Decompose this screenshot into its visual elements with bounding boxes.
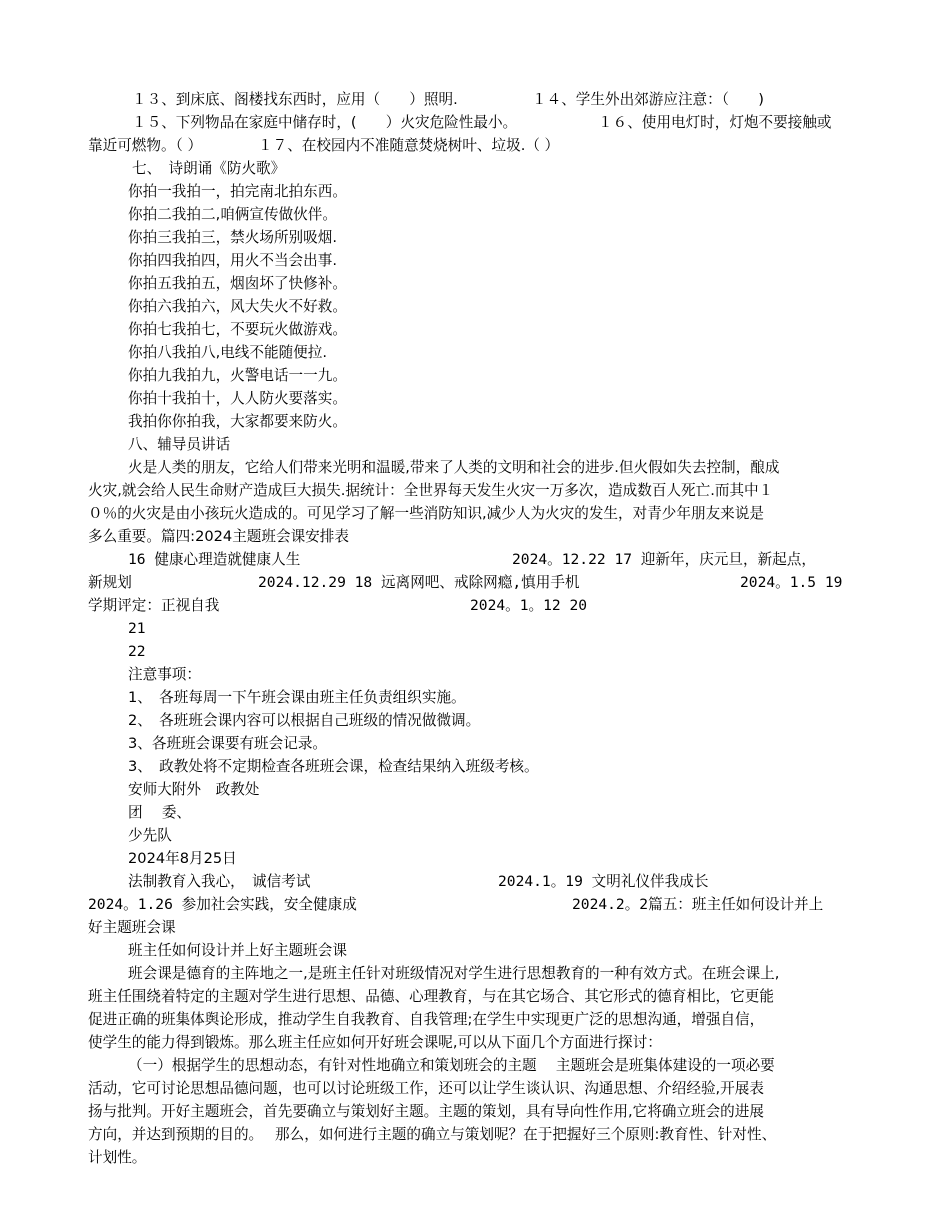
paragraph-line: 火是人类的朋友，它给人们带来光明和温暖,带来了人类的文明和社会的进步.但火假如失去控制，酿成 (128, 459, 780, 476)
paragraph-line: 使学生的能力得到锻炼。那么班主任应如何开好班会课呢,可以从下面几个方面进行探讨： (88, 1034, 662, 1051)
poem-line: 你拍七我拍七，不要玩火做游戏。 (128, 321, 347, 338)
paragraph-line: 促进正确的班集体舆论形成，推动学生自我教育、自我管理;在学生中实现更广泛的思想沟通，增强自信， (88, 1011, 765, 1028)
schedule-line: 2024。1。12 20 (470, 597, 588, 614)
poem-line: 你拍十我拍十，人人防火要落实。 (128, 390, 347, 407)
poem-line: 你拍四我拍四，用火不当会出事. (128, 252, 337, 269)
paragraph-line: 班会课是德育的主阵地之一,是班主任针对班级情况对学生进行思想教育的一种有效方式。在班会课上, (128, 965, 780, 982)
paragraph-line: 扬与批判。开好主题班会，首先要确立与策划好主题。主题的策划，具有导向性作用,它将确立班会的进展 (88, 1103, 764, 1120)
paragraph-line: 活动，它可讨论思想品德问题，也可以讨论班级工作，还可以让学生谈认识、沟通思想、介绍经验,开展表 (88, 1080, 764, 1097)
paragraph-line: 计划性。 (88, 1149, 147, 1166)
schedule-line: 2024.12.29 18 远离网吧、戒除网瘾,慎用手机 (258, 574, 580, 591)
schedule-line: 2024.1。19 文明礼仪伴我成长 (498, 873, 709, 890)
note-item: 3、各班班会课要有班会记录。 (128, 735, 328, 752)
schedule-line: 2024。1.5 19 (740, 574, 843, 591)
schedule-line: 21 (128, 620, 146, 637)
note-item: 2、 各班班会课内容可以根据自己班级的情况做微调。 (128, 712, 481, 729)
poem-line: 你拍五我拍五，烟囱坏了快修补。 (128, 275, 347, 292)
signature-line: 安师大附外 政教处 (128, 781, 260, 798)
paragraph-line: 火灾,就会给人民生命财产造成巨大损失.据统计：全世界每天发生火灾一万多次，造成数百人死亡.而其中１ (88, 482, 774, 499)
note-item: 3、 政教处将不定期检查各班班会课，检查结果纳入班级考核。 (128, 758, 539, 775)
quiz-item-16-cont: 靠近可燃物。（ ） (88, 137, 203, 154)
quiz-item-14: １４、学生外出郊游应注意：（ ) (532, 91, 764, 108)
section-heading: 八、辅导员讲话 (128, 436, 231, 453)
schedule-line: 法制教育入我心， 诚信考试 (128, 873, 311, 890)
poem-line: 你拍一我拍一，拍完南北拍东西。 (128, 183, 347, 200)
quiz-item-16: １６、使用电灯时，灯炮不要接触或 (598, 114, 832, 131)
quiz-item-15: １５、下列物品在家庭中储存时，( ）火灾危险性最小。 (132, 114, 518, 131)
poem-line: 我拍你你拍我，大家都要来防火。 (128, 413, 347, 430)
poem-line: 你拍九我拍九，火警电话一一九。 (128, 367, 347, 384)
article-title: 班主任如何设计并上好主题班会课 (128, 942, 347, 959)
paragraph-line: （一）根据学生的思想动态，有针对性地确立和策划班会的主题 主题班会是班集体建设的一项必要 (128, 1057, 775, 1074)
signature-line: 团 委、 (128, 804, 192, 821)
quiz-item-13: １３、到床底、阁楼找东西时，应用（ ）照明. (132, 91, 458, 108)
section-heading: 七、 诗朗诵《防火歌》 (132, 160, 286, 177)
notes-heading: 注意事项： (128, 666, 201, 683)
schedule-line: 2024。12.22 17 迎新年，庆元旦，新起点， (512, 551, 816, 568)
date-line: 2024年8月25日 (128, 850, 237, 867)
poem-line: 你拍六我拍六，风大失火不好救。 (128, 298, 347, 315)
schedule-line: 22 (128, 643, 146, 660)
schedule-line: 2024.2。2篇五：班主任如何设计并上 (572, 896, 824, 913)
paragraph-line: ０％的火灾是由小孩玩火造成的。可见学习了解一些消防知识,减少人为火灾的发生，对青少年朋友来说是 (88, 505, 764, 522)
signature-line: 少先队 (128, 827, 172, 844)
schedule-line: 16 健康心理造就健康人生 (128, 551, 301, 568)
quiz-item-17: １７、在校园内不准随意焚烧树叶、垃圾.（ ） (258, 137, 560, 154)
paragraph-line: 班主任围绕着特定的主题对学生进行思想、品德、心理教育，与在其它场合、其它形式的德育相比，它更能 (88, 988, 774, 1005)
schedule-line: 新规划 (88, 574, 132, 591)
paragraph-line: 方向，并达到预期的目的。 那么，如何进行主题的确立与策划呢？在于把握好三个原则:教育性、针对性、 (88, 1126, 777, 1143)
paragraph-line: 多么重要。篇四:2024主题班会课安排表 (88, 528, 349, 545)
schedule-line: 好主题班会课 (88, 919, 176, 936)
poem-line: 你拍二我拍二,咱俩宣传做伙伴。 (128, 206, 337, 223)
poem-line: 你拍三我拍三，禁火场所别吸烟. (128, 229, 337, 246)
schedule-line: 2024。1.26 参加社会实践，安全健康成 (88, 896, 357, 913)
note-item: 1、 各班每周一下午班会课由班主任负责组织实施。 (128, 689, 466, 706)
schedule-line: 学期评定：正视自我 (88, 597, 220, 614)
poem-line: 你拍八我拍八,电线不能随便拉. (128, 344, 327, 361)
